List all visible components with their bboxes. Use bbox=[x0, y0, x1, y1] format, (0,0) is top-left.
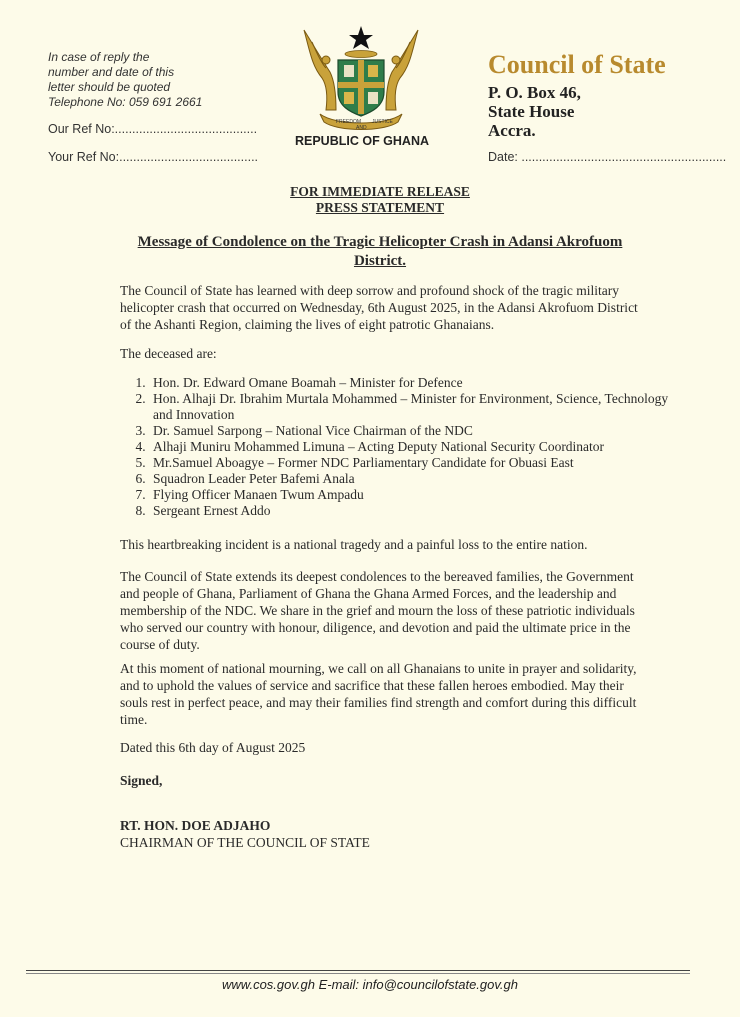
address-line: State House bbox=[488, 102, 575, 121]
ribbon-text: FREEDOM bbox=[336, 119, 361, 125]
footer-contact: www.cos.gov.gh E-mail: info@councilofstate.gov.gh bbox=[222, 977, 518, 992]
release-line: FOR IMMEDIATE RELEASE bbox=[290, 184, 470, 199]
republic-label: REPUBLIC OF GHANA bbox=[294, 134, 430, 148]
dated-line: Dated this 6th day of August 2025 bbox=[120, 740, 306, 755]
signatory-name: RT. HON. DOE ADJAHO bbox=[120, 818, 271, 833]
list-item: 3. Dr. Samuel Sarpong – National Vice Chairman of the NDC bbox=[149, 423, 674, 439]
list-item: 5. Mr.Samuel Aboagye – Former NDC Parliamentary Candidate for Obuasi East bbox=[149, 455, 674, 471]
council-title: Council of State bbox=[488, 50, 666, 79]
list-item: 8. Sergeant Ernest Addo bbox=[149, 503, 674, 519]
headline-line: District. bbox=[353, 253, 407, 269]
reply-note-line: letter should be quoted bbox=[48, 80, 171, 94]
list-item: 6. Squadron Leader Peter Bafemi Anala bbox=[149, 471, 674, 487]
tragedy-paragraph: This heartbreaking incident is a national tragedy and a painful loss to the entire nation. bbox=[120, 537, 588, 552]
ghana-coat-of-arms-icon bbox=[296, 22, 426, 132]
address-line: P. O. Box 46, bbox=[488, 83, 581, 102]
footer-divider bbox=[26, 973, 690, 974]
reply-note-line: In case of reply the bbox=[48, 50, 150, 64]
deceased-list bbox=[120, 375, 674, 519]
address-block bbox=[488, 83, 581, 140]
signatory-title: CHAIRMAN OF THE COUNCIL OF STATE bbox=[120, 835, 370, 850]
reply-note bbox=[48, 50, 248, 110]
list-item: 2. Hon. Alhaji Dr. Ibrahim Murtala Mohammed – Minister for Environment, Science, Technology and Innovation bbox=[149, 391, 674, 423]
our-ref: Our Ref No:......................................... bbox=[48, 122, 258, 136]
address-line: Accra. bbox=[488, 121, 536, 140]
headline-line: Message of Condolence on the Tragic Helicopter Crash in Adansi Akrofuom bbox=[137, 234, 623, 250]
mourning-paragraph: At this moment of national mourning, we call on all Ghanaians to unite in prayer and solidarity, and to uphold the values of service and sacrifice that these fallen heroes embodied. May their souls rest in perfect peace, and may their families find strength and comfort during this difficult time. bbox=[120, 661, 637, 727]
statement-headline bbox=[110, 233, 650, 271]
intro-paragraph: The Council of State has learned with deep sorrow and profound shock of the tragic military helicopter crash that occurred on Wednesday, 6th August 2025, in the Adansi Akrofuom District of the Ashanti Region, claiming the lives of eight patrotic Ghanaians. bbox=[120, 283, 638, 332]
reply-note-line: number and date of this bbox=[48, 65, 175, 79]
telephone-line: Telephone No: 059 691 2661 bbox=[48, 95, 203, 109]
footer-divider bbox=[26, 970, 690, 971]
condolence-paragraph: The Council of State extends its deepest condolences to the bereaved families, the Government and people of Ghana, Parliament of Ghana the Ghana Armed Forces, and the leadership and membership of the NDC. We share in the grief and mourn the loss of these patriotic individuals who served our country with honour, diligence, and devotion and paid the ultimate price in the course of duty. bbox=[120, 569, 635, 652]
list-item: 4. Alhaji Muniru Mohammed Limuna – Acting Deputy National Security Coordinator bbox=[149, 439, 674, 455]
release-line: PRESS STATEMENT bbox=[315, 200, 445, 215]
ribbon-text: JUSTICE bbox=[372, 119, 393, 125]
date-field: Date: ........................................................... bbox=[488, 150, 727, 164]
release-heading bbox=[200, 184, 560, 216]
signed-label: Signed, bbox=[120, 773, 163, 788]
deceased-label: The deceased are: bbox=[120, 346, 217, 361]
ribbon-text: AND bbox=[356, 125, 367, 131]
your-ref: Your Ref No:........................................ bbox=[48, 150, 259, 164]
list-item: 7. Flying Officer Manaen Twum Ampadu bbox=[149, 487, 674, 503]
list-item: 1. Hon. Dr. Edward Omane Boamah – Minister for Defence bbox=[149, 375, 674, 391]
